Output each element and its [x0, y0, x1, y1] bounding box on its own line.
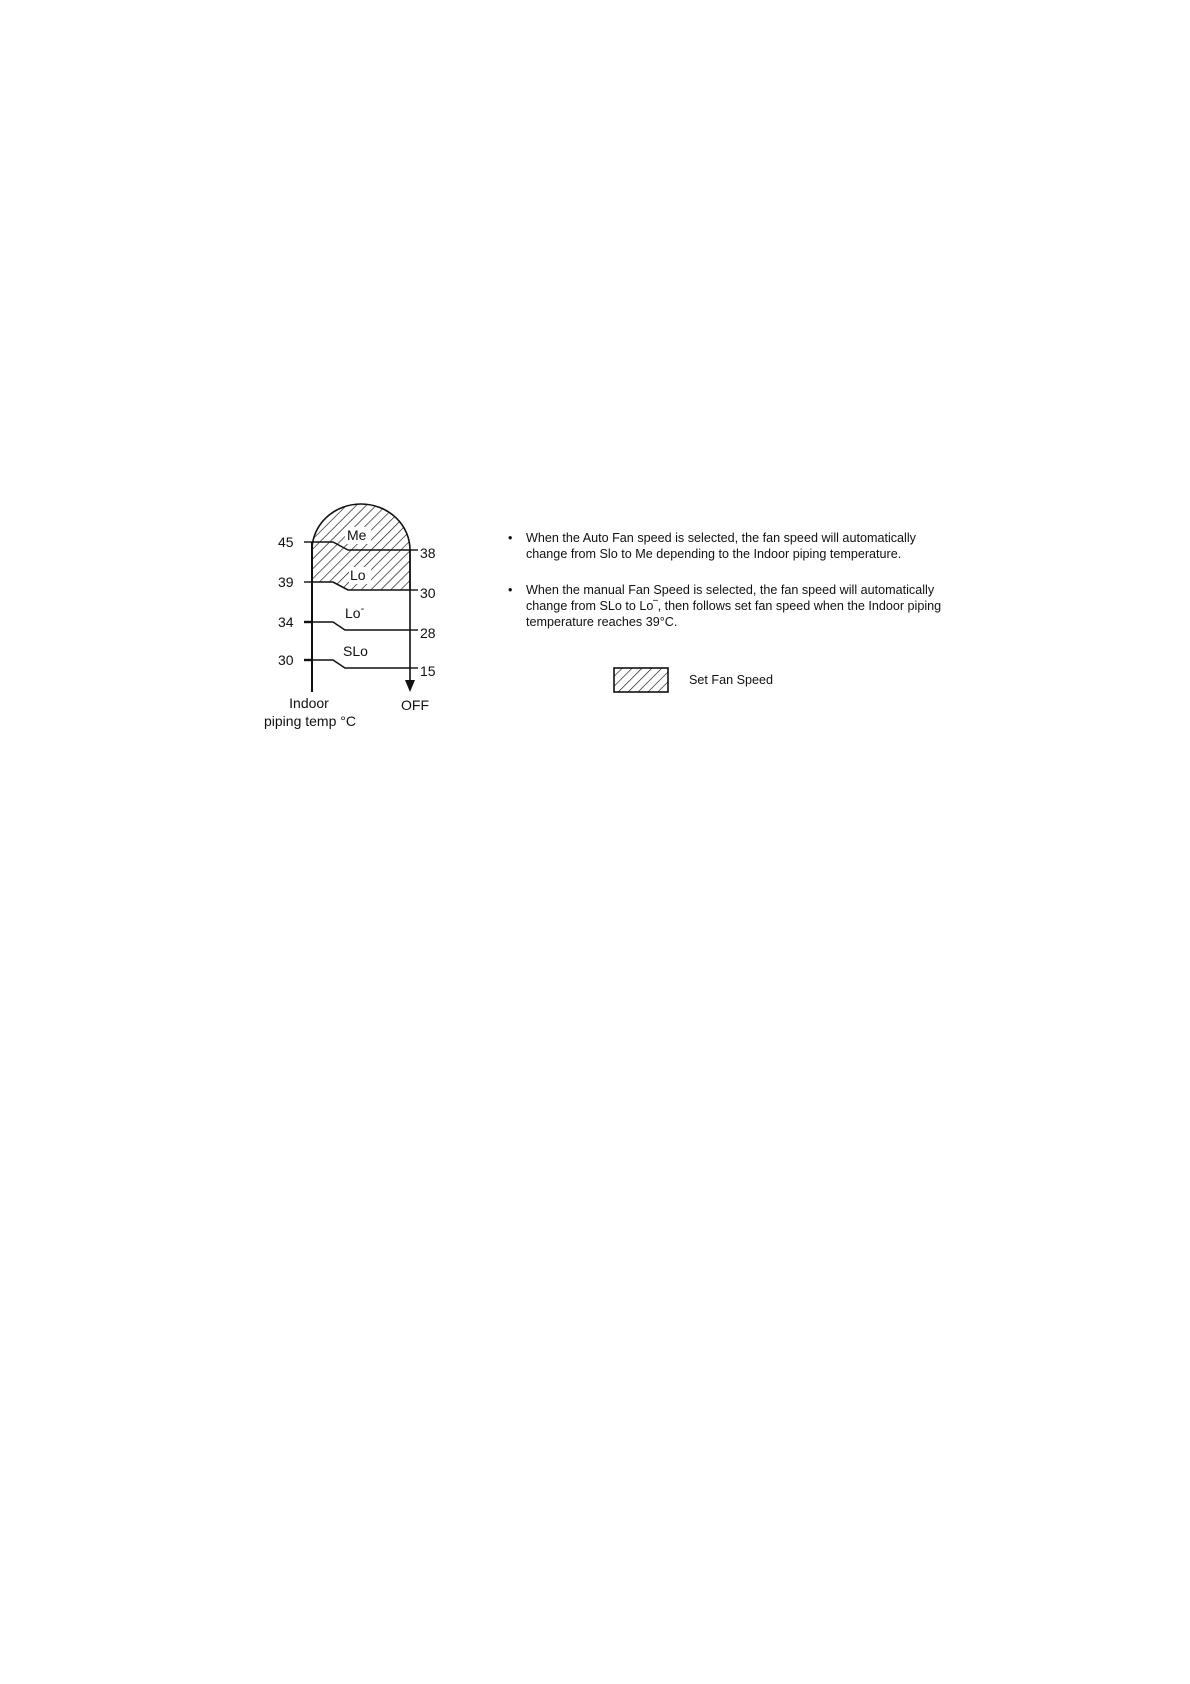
right-label-38: 38 [420, 545, 436, 561]
bullet: • [508, 531, 513, 545]
note-line: change from Slo to Me depending to the Indoor piping temperature. [526, 547, 902, 561]
zone-label-lo: Lo [350, 567, 366, 583]
down-arrow-icon [405, 680, 415, 692]
note-manual-fan [508, 582, 1008, 630]
zone-label-slo: SLo [343, 643, 368, 659]
left-axis-caption-line2: piping temp °C [264, 713, 356, 729]
left-label-39: 39 [278, 574, 294, 590]
note-auto-fan [508, 530, 1008, 562]
note-line: change from SLo to Lo‾, then follows set fan speed when the Indoor piping [526, 599, 942, 613]
right-label-28: 28 [420, 625, 436, 641]
note-line: When the manual Fan Speed is selected, the fan speed will automatically [526, 583, 935, 597]
left-label-45: 45 [278, 534, 294, 550]
legend-label: Set Fan Speed [689, 673, 774, 687]
legend [613, 667, 773, 693]
right-label-15: 15 [420, 663, 436, 679]
zone-label-lo-minus: Lo- [345, 603, 365, 621]
right-axis-caption-off: OFF [401, 697, 429, 713]
hatch-swatch-icon [613, 667, 669, 693]
left-axis-caption-line1: Indoor [289, 695, 329, 711]
left-label-30: 30 [278, 652, 294, 668]
right-label-30: 30 [420, 585, 436, 601]
note-line: temperature reaches 39°C. [526, 615, 678, 629]
step-line-34-28 [312, 622, 410, 630]
bullet: • [508, 583, 513, 597]
zone-label-me: Me [347, 527, 367, 543]
notes-list [508, 530, 1008, 650]
note-line: When the Auto Fan speed is selected, the fan speed will automatically [526, 531, 916, 545]
step-line-30-15 [312, 660, 410, 668]
left-label-34: 34 [278, 614, 294, 630]
